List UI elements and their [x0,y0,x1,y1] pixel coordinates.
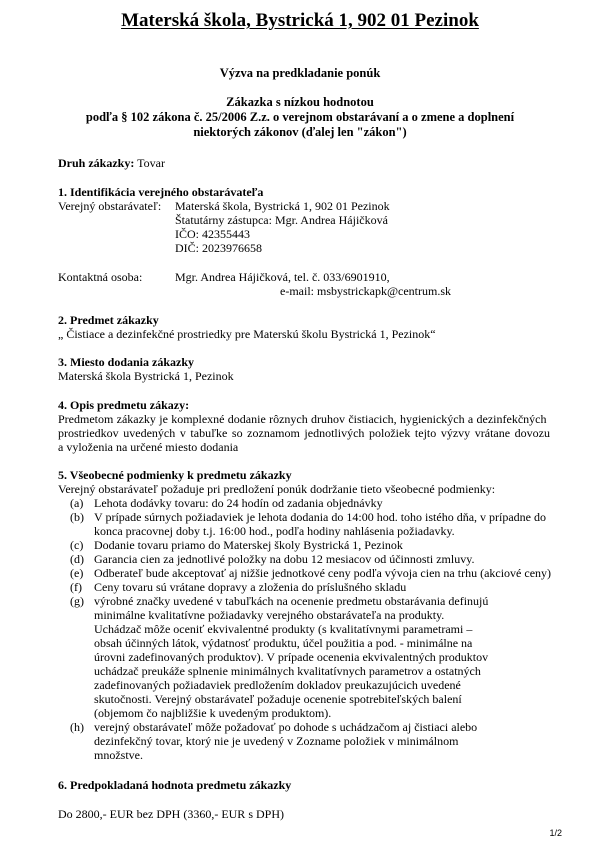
condition-text: verejný obstarávateľ môže požadovať po dohode s uchádzačom aj čistiaci alebo [94,720,478,734]
section-2-heading: 2. Predmet zákazky [58,313,159,327]
contract-type [58,156,165,170]
section-3-heading: 3. Miesto dodania zákazky [58,355,195,369]
page-header-title: Materská škola, Bystrická 1, 902 01 Pezinok [121,10,479,31]
section-4-heading: 4. Opis predmetu zákazy: [58,398,190,412]
condition-text: množstve. [94,748,143,762]
page-number: 1/2 [549,828,562,838]
subtitle-line-3: niektorých zákonov (ďalej len "zákon") [193,125,407,139]
condition-text: (objemom čo najbližšie k uvedeným produktom). [94,706,332,720]
contact-email: e-mail: msbystrickapk@centrum.sk [280,284,452,298]
condition-text: výrobné značky uvedené v tabuľkách na ocenenie predmetu obstarávania definujú [94,594,489,608]
section-4-line: a vyloženia na určené miesto dodania [58,440,239,454]
condition-letter: (h) [70,720,84,734]
condition-text: uchádzač preukáže splnenie minimálnych kvalitatívnych parametrov a ostatných [94,664,481,678]
buyer-line: IČO: 42355443 [175,227,250,241]
contact-label: Kontaktná osoba: [58,270,143,284]
condition-text: konca pracovnej doby t.j. 16:00 hod., podľa hodiny nahlásenia požiadavky. [94,524,455,538]
condition-text: minimálne kvalitatívne požiadavky verejného obstarávateľa na produkty. [94,608,445,622]
condition-text: Lehota dodávky tovaru: do 24 hodín od zadania objednávky [94,496,383,510]
condition-text: dezinfekčný tovar, ktorý nie je uvedený v Zozname položiek v minimálnom [94,734,459,748]
subtitle-line-1: Zákazka s nízkou hodnotou [226,95,374,109]
subtitle-line-2: podľa § 102 zákona č. 25/2006 Z.z. o verejnom obstarávaní a o zmene a doplnení [85,110,515,124]
section-1-heading: 1. Identifikácia verejného obstarávateľa [58,185,264,199]
condition-text: zadefinovaných požiadaviek predložením dokladov preukazujúcich uvedené [94,678,461,692]
call-title: Výzva na predkladanie ponúk [219,66,381,80]
buyer-line: Štatutárny zástupca: Mgr. Andrea Hájičková [175,213,388,227]
condition-text: Odberateľ bude akceptovať aj nižšie jednotkové ceny podľa vývoja cien na trhu (akciové ceny) [94,566,552,580]
section-6-text: Do 2800,- EUR bez DPH (3360,- EUR s DPH) [58,807,284,821]
condition-letter: (b) [70,510,84,524]
condition-text: Ceny tovaru sú vrátane dopravy a zloženia do príslušného skladu [94,580,407,594]
contract-type-value: Tovar [134,156,165,170]
contract-type-label: Druh zákazky: [58,156,135,170]
condition-text: V prípade súrnych požiadaviek je lehota dodania do 14:00 hod. toho istého dňa, v prípadne do [94,510,547,524]
buyer-line: DIČ: 2023976658 [175,241,262,255]
condition-text: skutočnosti. Verejný obstarávateľ požaduje ocenenie spotrebiteľských balení [94,692,462,706]
section-5-intro: Verejný obstarávateľ požaduje pri predložení ponúk dodržanie tieto všeobecné podmienky: [58,482,496,496]
condition-text: obsah účinných látok, výdatnosť produktu, účel použitia a pod. - minimálne na [94,636,473,650]
condition-text: Dodanie tovaru priamo do Materskej školy Bystrická 1, Pezinok [94,538,403,552]
section-4-line: prostriedkov uvedených v tabuľke so zoznamom jednotlivých položiek tejto výzvy vrátane dovozu [58,426,551,440]
condition-letter: (a) [70,496,84,510]
condition-letter: (e) [70,566,84,580]
condition-text: Uchádzač môže oceniť ekvivalentné produkty (s kvalitatívnymi parametrami – [94,622,473,636]
condition-letter: (c) [70,538,84,552]
section-4-line: Predmetom zákazky je komplexné dodanie rôznych druhov čistiacich, hygienických a dezinfekčných [58,412,547,426]
section-2-text: „ Čistiace a dezinfekčné prostriedky pre Materskú školu Bystrická 1, Pezinok“ [58,327,436,341]
contact-line-1: Mgr. Andrea Hájičková, tel. č. 033/6901910, [175,270,390,284]
section-5-heading: 5. Všeobecné podmienky k predmetu zákazky [58,468,292,482]
section-6-heading: 6. Predpokladaná hodnota predmetu zákazky [58,778,292,792]
condition-text: úrovni zadefinovaných produktov). V prípade ocenenia ekvivalentných produktov [94,650,489,664]
condition-letter: (f) [70,580,82,594]
section-3-text: Materská škola Bystrická 1, Pezinok [58,369,234,383]
condition-letter: (g) [70,594,84,608]
condition-text: Garancia cien za jednotlivé položky na dobu 12 mesiacov od účinnosti zmluvy. [94,552,475,566]
buyer-label: Verejný obstarávateľ: [58,199,162,213]
buyer-line: Materská škola, Bystrická 1, 902 01 Pezinok [175,199,390,213]
condition-letter: (d) [70,552,84,566]
